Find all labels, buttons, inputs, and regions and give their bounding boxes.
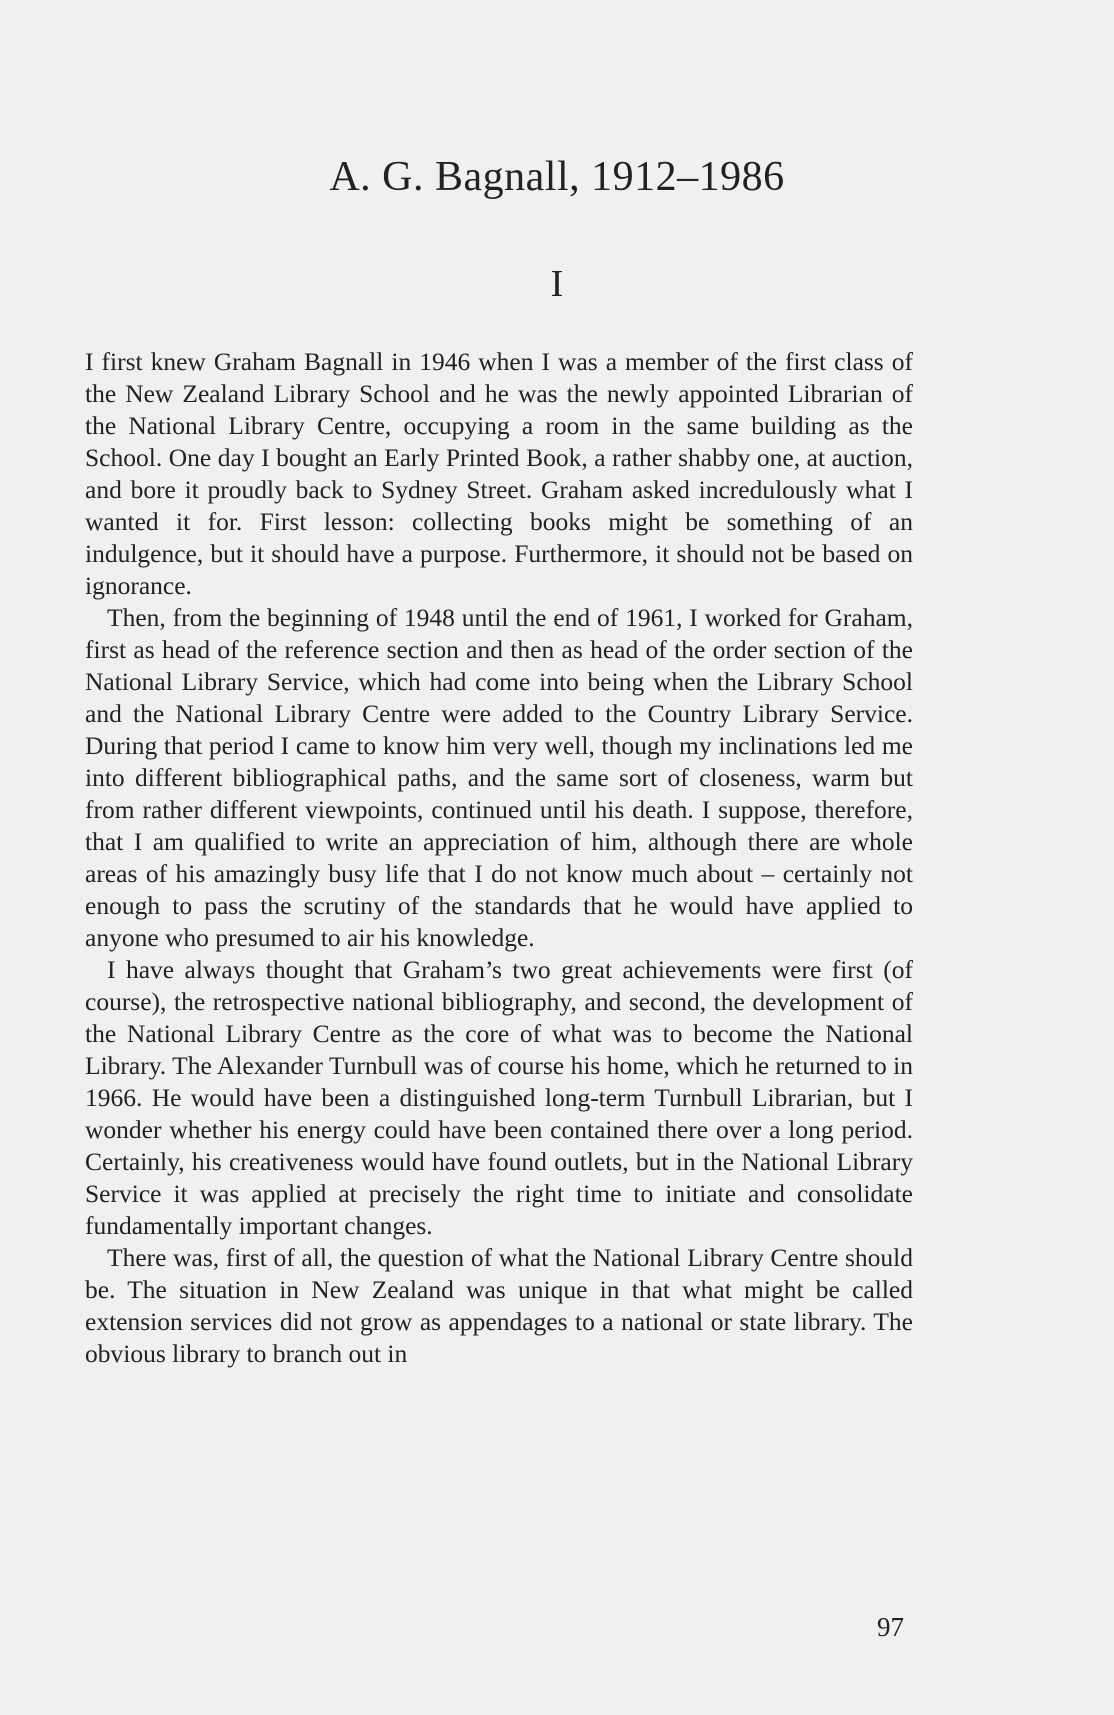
page-number: 97 [877,1612,904,1642]
paragraph: I have always thought that Graham’s two great achievements were first (of course), the retrospective national bibliography, and second, the development of the National Library Centre as the core of what was to become the National Library. The Alexander Turnbull was of course his home, which he returned to in 1966. He would have been a distinguished long-term Turnbull Librarian, but I wonder whether his energy could have been contained there over a long period. Certainly, his creativeness would have found outlets, but in the National Library Service it was applied at precisely the right time to initiate and consolidate fundamentally important changes. [85,955,913,1240]
section-numeral: I [550,263,564,305]
paragraph: Then, from the beginning of 1948 until the end of 1961, I worked for Graham, first as head of the reference section and then as head of the order section of the National Library Service, which had come into being when the Library School and the National Library Centre were added to the Country Library Service. During that period I came to know him very well, though my inclinations led me into different bibliographical paths, and the same sort of closeness, warm but from rather different viewpoints, continued until his death. I suppose, therefore, that I am qualified to write an appreciation of him, although there are whole areas of his amazingly busy life that I do not know much about – certainly not enough to pass the scrutiny of the standards that he would have applied to anyone who presumed to air his knowledge. [85,603,913,952]
paragraph: There was, first of all, the question of what the National Library Centre should be. The situation in New Zealand was unique in that what might be called extension services did not grow as appendages to a national or state library. The obvious library to branch out in [85,1243,913,1368]
body-text [85,346,913,1370]
page-title: A. G. Bagnall, 1912–1986 [329,154,785,200]
paragraph: I first knew Graham Bagnall in 1946 when I was a member of the first class of the New Zealand Library School and he was the newly appointed Librarian of the National Library Centre, occupying a room in the same building as the School. One day I bought an Early Printed Book, a rather shabby one, at auction, and bore it proudly back to Sydney Street. Graham asked incredulously what I wanted it for. First lesson: collecting books might be something of an indulgence, but it should have a purpose. Furthermore, it should not be based on ignorance. [85,347,913,600]
